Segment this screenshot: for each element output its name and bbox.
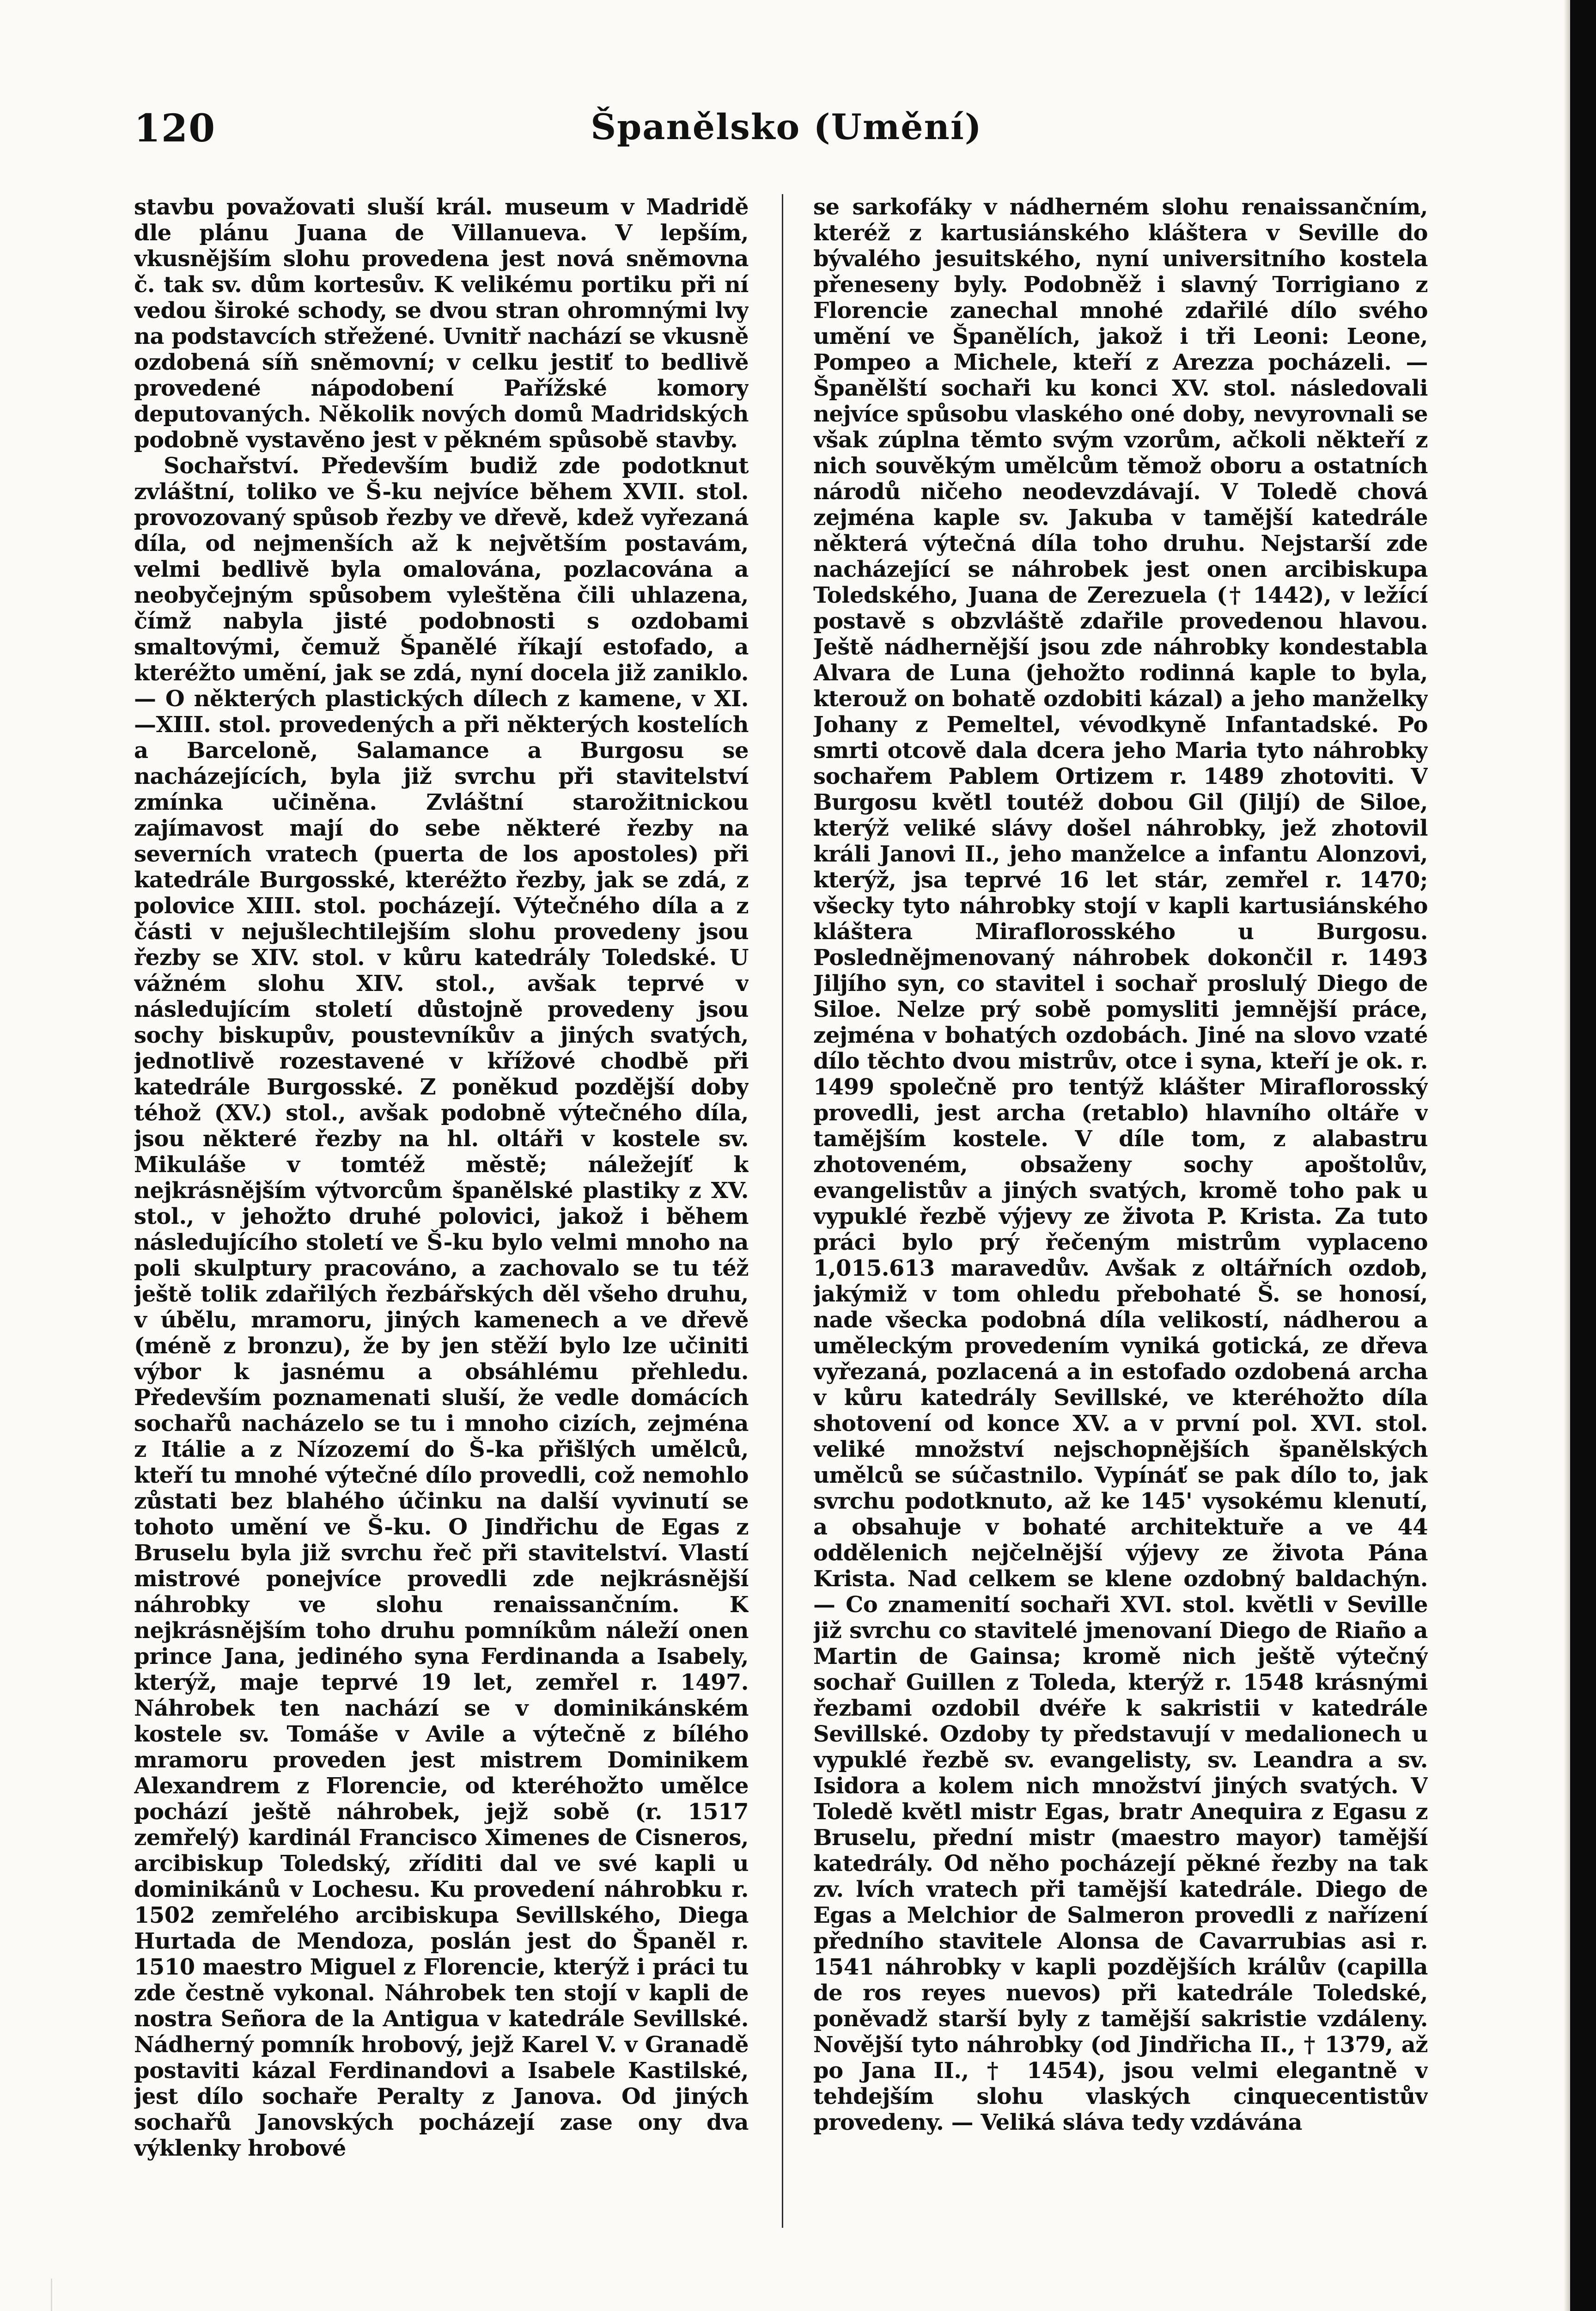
page-number: 120 — [134, 106, 216, 151]
paragraph: Sochařství. Především budiž zde podotknut zvláštní, toliko ve Š-ku nejvíce během XVII. stol. provozovaný spůsob řezby ve dřevě, kdež vyřezaná díla, od nejmenších až k největším postavám, velmi bedlivě byla omalována, pozlacována a neobyčejným spůsobem vyleštěna čili uhlazena, čímž nabyla jisté podobnosti s ozdobami smaltovými, čemuž Španělé říkají estofado, a kteréžto umění, jak se zdá, nyní docela již zaniklo. — O některých plastických dílech z kamene, v XI.—XIII. stol. provedených a při některých kostelích a Barceloně, Salamance a Burgosu se nacházejících, byla již svrchu při stavitelství zmínka učiněna. Zvláštní starožitnickou zajímavost mají do sebe některé řezby na severních vratech (puerta de los apostoles) při katedrále Burgosské, kteréžto řezby, jak se zdá, z polovice XIII. stol. pocházejí. Výtečného díla a z části v nejušlechtilejším slohu provedeny jsou řezby se XIV. stol. v kůru katedrály Toledské. U vážném slohu XIV. stol., avšak teprvé v následujícím století důstojně provedeny jsou sochy biskupův, poustevníkův a jiných svatých, jednotlivě rozestavené v křížové chodbě při katedrále Burgosské. Z poněkud pozdější doby téhož (XV.) stol., avšak podobně výtečného díla, jsou některé řezby na hl. oltáři v kostele sv. Mikuláše v tomtéž městě; náležejíť k nejkrásnějším výtvorcům španělské plastiky z XV. stol., v jehožto druhé polovici, jakož i během následujícího století ve Š-ku bylo velmi mnoho na poli skulptury pracováno, a zachovalo se tu též ještě tolik zdařilých řezbářských děl všeho druhu, v úbělu, mramoru, jiných kamenech a ve dřevě (méně z bronzu), že by jen stěží bylo lze učiniti výbor k jasnému a obsáhlému přehledu. Především poznamenati sluší, že vedle domácích sochařů nacházelo se tu i mnoho cizích, zejména z Itálie a z Nízozemí do Š-ka přišlých umělců, kteří tu mnohé výtečné dílo provedli, což nemohlo zůstati bez blahého účinku na další vyvinutí se tohoto umění ve Š-ku. O Jindřichu de Egas z Bruselu byla již svrchu řeč při stavitelství. Vlastí mistrové ponejvíce provedli zde nejkrásnější náhrobky ve slohu renaissančním. K nejkrásnějším toho druhu pomníkům náleží onen prince Jana, jediného syna Ferdinanda a Isabely, kterýž, maje teprvé 19 let, zemřel r. 1497. Náhrobek ten nachází se v dominikánském kostele sv. Tomáše v Avile a výtečně z bílého mramoru proveden jest mistrem Dominikem Alexandrem z Florencie, od kteréhožto umělce pochází ještě náhrobek, jejž sobě (r. 1517 zemřelý) kardinál Francisco Ximenes de Cisneros, arcibiskup Toledský, zříditi dal ve své kapli u dominikánů v Lochesu. Ku provedení náhrobku r. 1502 zemřelého arcibiskupa Sevillského, Diega Hurtada de Mendoza, poslán jest do Španěl r. 1510 maestro Miguel z Florencie, kterýž i práci tu zde čestně vykonal. Náhrobek ten stojí v kapli de nostra Señora de la Antigua v katedrále Sevillské. Nádherný pomník hrobový, jejž Karel V. v Granadě postaviti kázal Ferdinandovi a Isabele Kastilské, jest dílo sochaře Peralty z Janova. Od jiných sochařů Janovských pocházejí zase ony dva výklenky hrobové — [134, 453, 749, 2161]
left-column — [134, 194, 749, 2242]
page-header — [134, 106, 1439, 162]
scan-edge-shade — [1564, 0, 1570, 2311]
paragraph: stavbu považovati sluší král. museum v Madridě dle plánu Juana de Villanueva. V lepším, vkusnějším slohu provedena jest nová sněmovna č. tak sv. dům kortesův. K velikému portiku při ní vedou široké schody, se dvou stran ohromnými lvy na podstavcích střežené. Uvnitř nachází se vkusně ozdobená síň sněmovní; v celku jestiť to bedlivě provedené nápodobení Pařížské komory deputovaných. Několik nových domů Madridských podobně vystavěno jest v pěkném spůsobě stavby. — [134, 194, 749, 453]
paragraph: se sarkofáky v nádherném slohu renaissančním, kteréž z kartusiánského kláštera v Seville do bývalého jesuitského, nyní universitního kostela přeneseny byly. Podobněž i slavný Torrigiano z Florencie zanechal mnohé zdařilé dílo svého umění ve Španělích, jakož i tři Leoni: Leone, Pompeo a Michele, kteří z Arezza pocházeli. — Španělští sochaři ku konci XV. stol. následovali nejvíce spůsobu vlaského oné doby, nevyrovnali se však zúplna těmto svým vzorům, ačkoli někteří z nich souvěkým umělcům těmož oboru a ostatních národů ničeho neodevzdávají. V Toledě chová zejména kaple sv. Jakuba v tamější katedrále některá výtečná díla toho druhu. Nejstarší zde nacházející se náhrobek jest onen arcibiskupa Toledského, Juana de Zerezuela († 1442), v ležící postavě s obzvláště zdařile provedenou hlavou. Ještě nádhernější jsou zde náhrobky kondestabla Alvara de Luna (jehožto rodinná kaple to byla, kterouž on bohatě ozdobiti kázal) a jeho manželky Johany z Pemeltel, vévodkyně Infantadské. Po smrti otcově dala dcera jeho Maria tyto náhrobky sochařem Pablem Ortizem r. 1489 zhotoviti. V Burgosu květl toutéž dobou Gil (Jiljí) de Siloe, kterýž veliké slávy došel náhrobky, jež zhotovil králi Janovi II., jeho manželce a infantu Alonzovi, kterýž, jsa teprvé 16 let stár, zemřel r. 1470; všecky tyto náhrobky stojí v kapli kartusiánského kláštera Miraflorosského u Burgosu. Poslednějmenovaný náhrobek dokončil r. 1493 Jiljího syn, co stavitel i sochař proslulý Diego de Siloe. Nelze prý sobě pomysliti jemnější práce, zejména v bohatých ozdobách. Jiné na slovo vzaté dílo těchto dvou mistrův, otce i syna, kteří je ok. r. 1499 společně pro tentýž klášter Miraflorosský provedli, jest archa (retablo) hlavního oltáře v tamějším kostele. V díle tom, z alabastru zhotoveném, obsaženy sochy apoštolův, evangelistův a jiných svatých, kromě toho pak u vypuklé řezbě výjevy ze života P. Krista. Za tuto práci bylo prý řečeným mistrům vyplaceno 1,015.613 maravedův. Avšak z oltářních ozdob, jakýmiž v tom ohledu přebohaté Š. se honosí, nade všecka podobná díla velikostí, nádherou a uměleckým provedením vyniká gotická, ze dřeva vyřezaná, pozlacená a in estofado ozdobená archa v kůru katedrály Sevillské, ve kteréhožto díla shotovení od konce XV. a v první pol. XVI. stol. veliké množství nejschopnějších španělských umělců se súčastnilo. Vypínáť se pak dílo to, jak svrchu podotknuto, až ke 145' vysokému klenutí, a obsahuje v bohaté architektuře a ve 44 oddělenich nejčelnější výjevy ze života Pána Krista. Nad celkem se klene ozdobný baldachýn. — Co znamenití sochaři XVI. stol. květli v Seville již svrchu co stavitelé jmenovaní Diego de Riaño a Martin de Gainsa; kromě nich ještě výtečný sochař Guillen z Toleda, kterýž r. 1548 krásnými řezbami ozdobil dvéře k sakristii v katedrále Sevillské. Ozdoby ty představují v medalionech u vypuklé řezbě sv. evangelisty, sv. Leandra a sv. Isidora a kolem nich množství jiných svatých. V Toledě květl mistr Egas, bratr Anequira z Egasu z Bruselu, přední mistr (maestro mayor) tamější katedrály. Od něho pocházejí pěkné řezby na tak zv. lvích vratech při tamější katedrále. Diego de Egas a Melchior de Salmeron provedli z nařízení předního stavitele Alonsa de Cavarrubias asi r. 1541 náhrobky v kapli pozdějších králův (capilla de ros reyes nuevos) při katedrále Toledské, poněvadž starší byly z tamější sakristie vzdáleny. Novější tyto náhrobky (od Jindřicha II., † 1379, až po Jana II., † 1454), jsou velmi elegantně v tehdejším slohu vlaských cinquecentistův provedeny. — Veliká sláva tedy vzdávána — [813, 194, 1428, 2135]
scan-mark — [51, 2279, 71, 2311]
column-divider — [782, 194, 783, 2228]
running-title: Španělsko (Umění) — [591, 106, 982, 147]
scan-edge — [1570, 0, 1596, 2311]
right-column — [813, 194, 1428, 2242]
